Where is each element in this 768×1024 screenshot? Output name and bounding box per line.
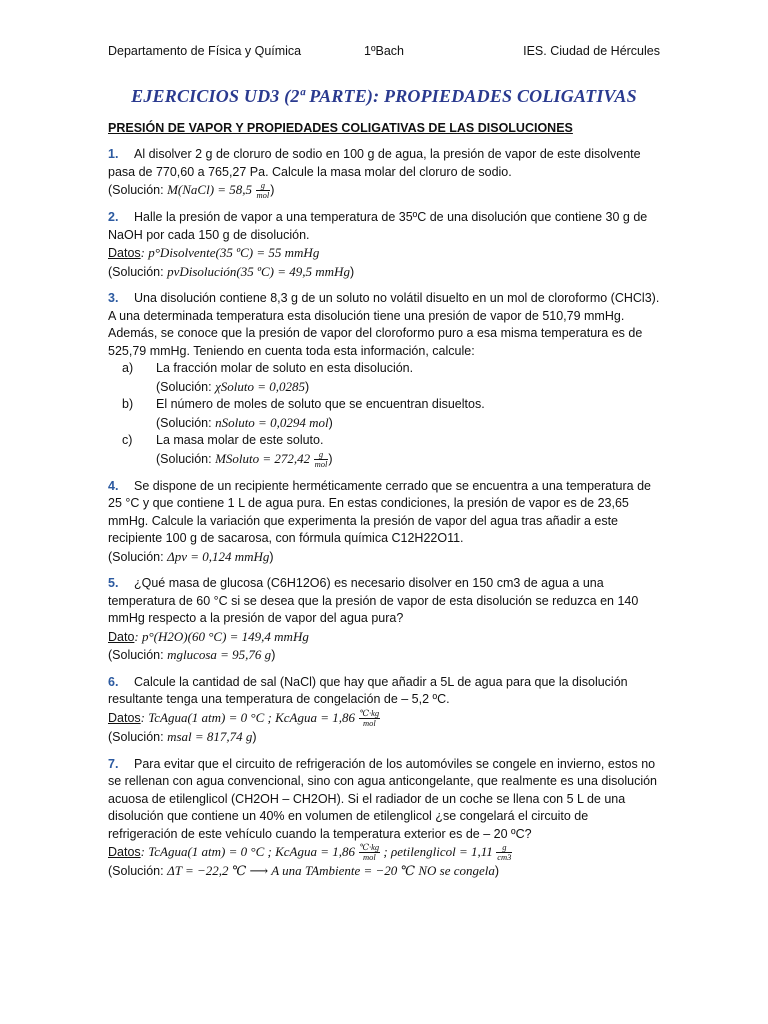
data-value: : p°(H2O)(60 °C) = 149,4 mmHg — [134, 628, 309, 644]
fraction-denominator: mol — [362, 852, 376, 863]
document-title: EJERCICIOS UD3 (2ª PARTE): PROPIEDADES COLIGATIVAS — [131, 86, 637, 106]
header-department: Departamento de Física y Química — [108, 44, 302, 58]
solution-label: (Solución: — [108, 183, 164, 197]
exercise-list — [108, 146, 660, 890]
solution-line — [108, 862, 660, 881]
exercise-text: Halle la presión de vapor a una temperatura de 35ºC de una disolución que contiene 30 g de NaOH por cada 150 g de disolución. — [108, 210, 648, 242]
header-school: IES. Ciudad de Hércules — [523, 44, 660, 58]
solution-value: MSoluto = 272,42 — [215, 450, 311, 466]
sub-question-text: La fracción molar de soluto en esta disolución. — [156, 361, 414, 376]
solution-close: ) — [252, 730, 257, 745]
fraction-denominator: mol — [362, 718, 376, 729]
exercise-text: ¿Qué masa de glucosa (C6H12O6) es necesario disolver en 150 cm3 de agua a una temperatura de 60 °C si se desea que la presión de vapor de esta disolución se reduzca en 140 mmHg respecto a la presión de vapor del agua pura? — [108, 576, 639, 626]
solution-value: mglucosa = 95,76 g — [167, 647, 272, 663]
data-label: Datos — [108, 845, 141, 860]
exercise-4 — [108, 478, 660, 567]
solution-line — [108, 548, 660, 567]
solution-line — [108, 646, 660, 665]
data-label: Datos — [108, 710, 141, 725]
sub-question-label: c) — [122, 433, 133, 448]
solution-line — [108, 181, 660, 200]
unit-fraction — [496, 843, 512, 862]
solution-value: Δpv = 0,124 mmHg — [167, 548, 270, 564]
section-heading: PRESIÓN DE VAPOR Y PROPIEDADES COLIGATIVAS DE LAS DISOLUCIONES — [108, 121, 573, 135]
solution-close: ) — [305, 379, 310, 394]
solution-value: nSoluto = 0,0294 mol — [215, 414, 329, 430]
exercise-number: 1. — [108, 147, 119, 161]
sub-question-label: b) — [122, 397, 134, 412]
exercise-7 — [108, 756, 660, 881]
solution-close: ) — [328, 451, 333, 466]
data-line — [108, 709, 660, 728]
exercise-number: 6. — [108, 674, 119, 689]
solution-label: (Solución: — [156, 451, 212, 466]
data-label: Dato — [108, 629, 135, 644]
exercise-2 — [108, 209, 660, 281]
solution-line — [122, 414, 660, 433]
exercise-text: Se dispone de un recipiente herméticamente cerrado que se encuentra a una temperatura de 25 °C y que contiene 1 L de agua pura. En estas condiciones, la presión de vapor es de 23,65 mmHg. Calcule la variación que experimenta la presión de vapor del agua tras añadir a este recipiente 100 g de sacarosa, con fórmula química C12H22O11. — [108, 478, 651, 546]
solution-close: ) — [269, 549, 274, 564]
exercise-5 — [108, 575, 660, 665]
data-line — [108, 244, 660, 263]
fraction-numerator: g — [256, 181, 271, 191]
solution-close: ) — [270, 183, 275, 197]
data-label: Datos — [108, 246, 141, 261]
exercise-number: 4. — [108, 478, 119, 493]
solution-label: (Solución: — [156, 379, 212, 394]
exercise-number: 5. — [108, 576, 119, 591]
fraction-denominator: cm3 — [497, 852, 512, 863]
exercise-3 — [108, 290, 660, 469]
solution-close: ) — [494, 864, 500, 879]
solution-value: msal = 817,74 g — [167, 729, 253, 745]
exercise-number: 3. — [108, 291, 119, 306]
solution-label: (Solución: — [108, 648, 164, 663]
exercise-1 — [108, 146, 660, 200]
data-value: : TcAgua(1 atm) = 0 °C ; KcAgua = 1,86 — [140, 709, 356, 725]
sub-question-text: El número de moles de soluto que se encuentran disueltos. — [156, 397, 485, 412]
solution-label: (Solución: — [108, 864, 164, 879]
fraction-numerator: g — [496, 843, 512, 853]
data-value: : p°Disolvente(35 ºC) = 55 mmHg — [140, 245, 320, 261]
data-value-density: ; ρetilenglicol = 1,11 — [380, 844, 493, 860]
solution-value: χSoluto = 0,0285 — [215, 378, 306, 394]
exercise-6 — [108, 674, 660, 747]
sub-question-label: a) — [122, 361, 134, 376]
solution-label: (Solución: — [156, 415, 212, 430]
solution-close: ) — [349, 264, 355, 279]
solution-line — [108, 728, 660, 747]
data-line — [108, 843, 660, 862]
unit-fraction — [314, 450, 329, 469]
fraction-numerator: ℃·kg — [359, 708, 380, 719]
solution-line — [122, 378, 660, 397]
sub-question-list — [122, 360, 660, 469]
solution-value: ΔT = −22,2 ℃ ⟶ A una TAmbiente = −20 ℃ NO se congela — [167, 863, 495, 879]
exercise-text: Al disolver 2 g de cloruro de sodio en 100 g de agua, la presión de vapor de este disolvente pasa de 770,60 a 765,27 Pa. Calcule la masa molar del cloruro de sodio. — [108, 147, 641, 179]
exercise-number: 2. — [108, 210, 119, 225]
exercise-text: Una disolución contiene 8,3 g de un soluto no volátil disuelto en un mol de cloroformo (CHCl3). A una determinada temperatura esta disolución tiene una presión de vapor de 510,79 mmHg. Además, se conoce que la presión de vapor del cloroformo puro a esa misma temperatura es de 525,79 mmHg. Teniendo en cuenta toda esta información, calcule: — [108, 291, 660, 358]
solution-close: ) — [328, 415, 333, 430]
solution-value: pvDisolución(35 ºC) = 49,5 mmHg — [167, 263, 350, 279]
fraction-denominator: mol — [256, 190, 270, 201]
data-value: : TcAgua(1 atm) = 0 °C ; KcAgua = 1,86 — [140, 844, 356, 860]
exercise-text: Calcule la cantidad de sal (NaCl) que hay que añadir a 5L de agua para que la disolución resultante tenga una temperatura de congelación de – 5,2 ºC. — [108, 674, 628, 707]
fraction-numerator: ℃·kg — [359, 842, 380, 853]
exercise-number: 7. — [108, 756, 119, 771]
unit-fraction — [256, 181, 271, 200]
fraction-denominator: mol — [314, 458, 328, 469]
exercise-text: Para evitar que el circuito de refrigeración de los automóviles se congele en invierno, estos no se rellenan con agua convencional, sino con agua anticongelante, que realmente es una disolución acuosa de etilenglicol (CH2OH – CH2OH). Si el radiador de un coche se llena con 5 L de una disolución que contiene un 40% en volumen de etilenglicol ¿se congelará el circuito de refrigeración de este vehículo cuando la temperatura exterior es de – 20 ºC? — [108, 756, 657, 841]
sub-question-text: La masa molar de este soluto. — [156, 433, 324, 448]
solution-value: M(NaCl) = 58,5 — [167, 182, 253, 197]
solution-label: (Solución: — [108, 730, 164, 745]
solution-label: (Solución: — [108, 549, 164, 564]
solution-line — [108, 263, 660, 282]
solution-label: (Solución: — [108, 264, 164, 279]
sub-question-c — [122, 432, 660, 450]
header-course: 1ºBach — [364, 44, 405, 58]
solution-close: ) — [271, 648, 276, 663]
solution-line — [122, 450, 660, 469]
sub-question-b — [122, 396, 660, 414]
unit-fraction — [359, 709, 381, 728]
unit-fraction — [359, 843, 381, 862]
sub-question-a — [122, 360, 660, 378]
page-header — [108, 44, 660, 62]
data-line — [108, 628, 660, 647]
fraction-numerator: g — [314, 450, 329, 460]
